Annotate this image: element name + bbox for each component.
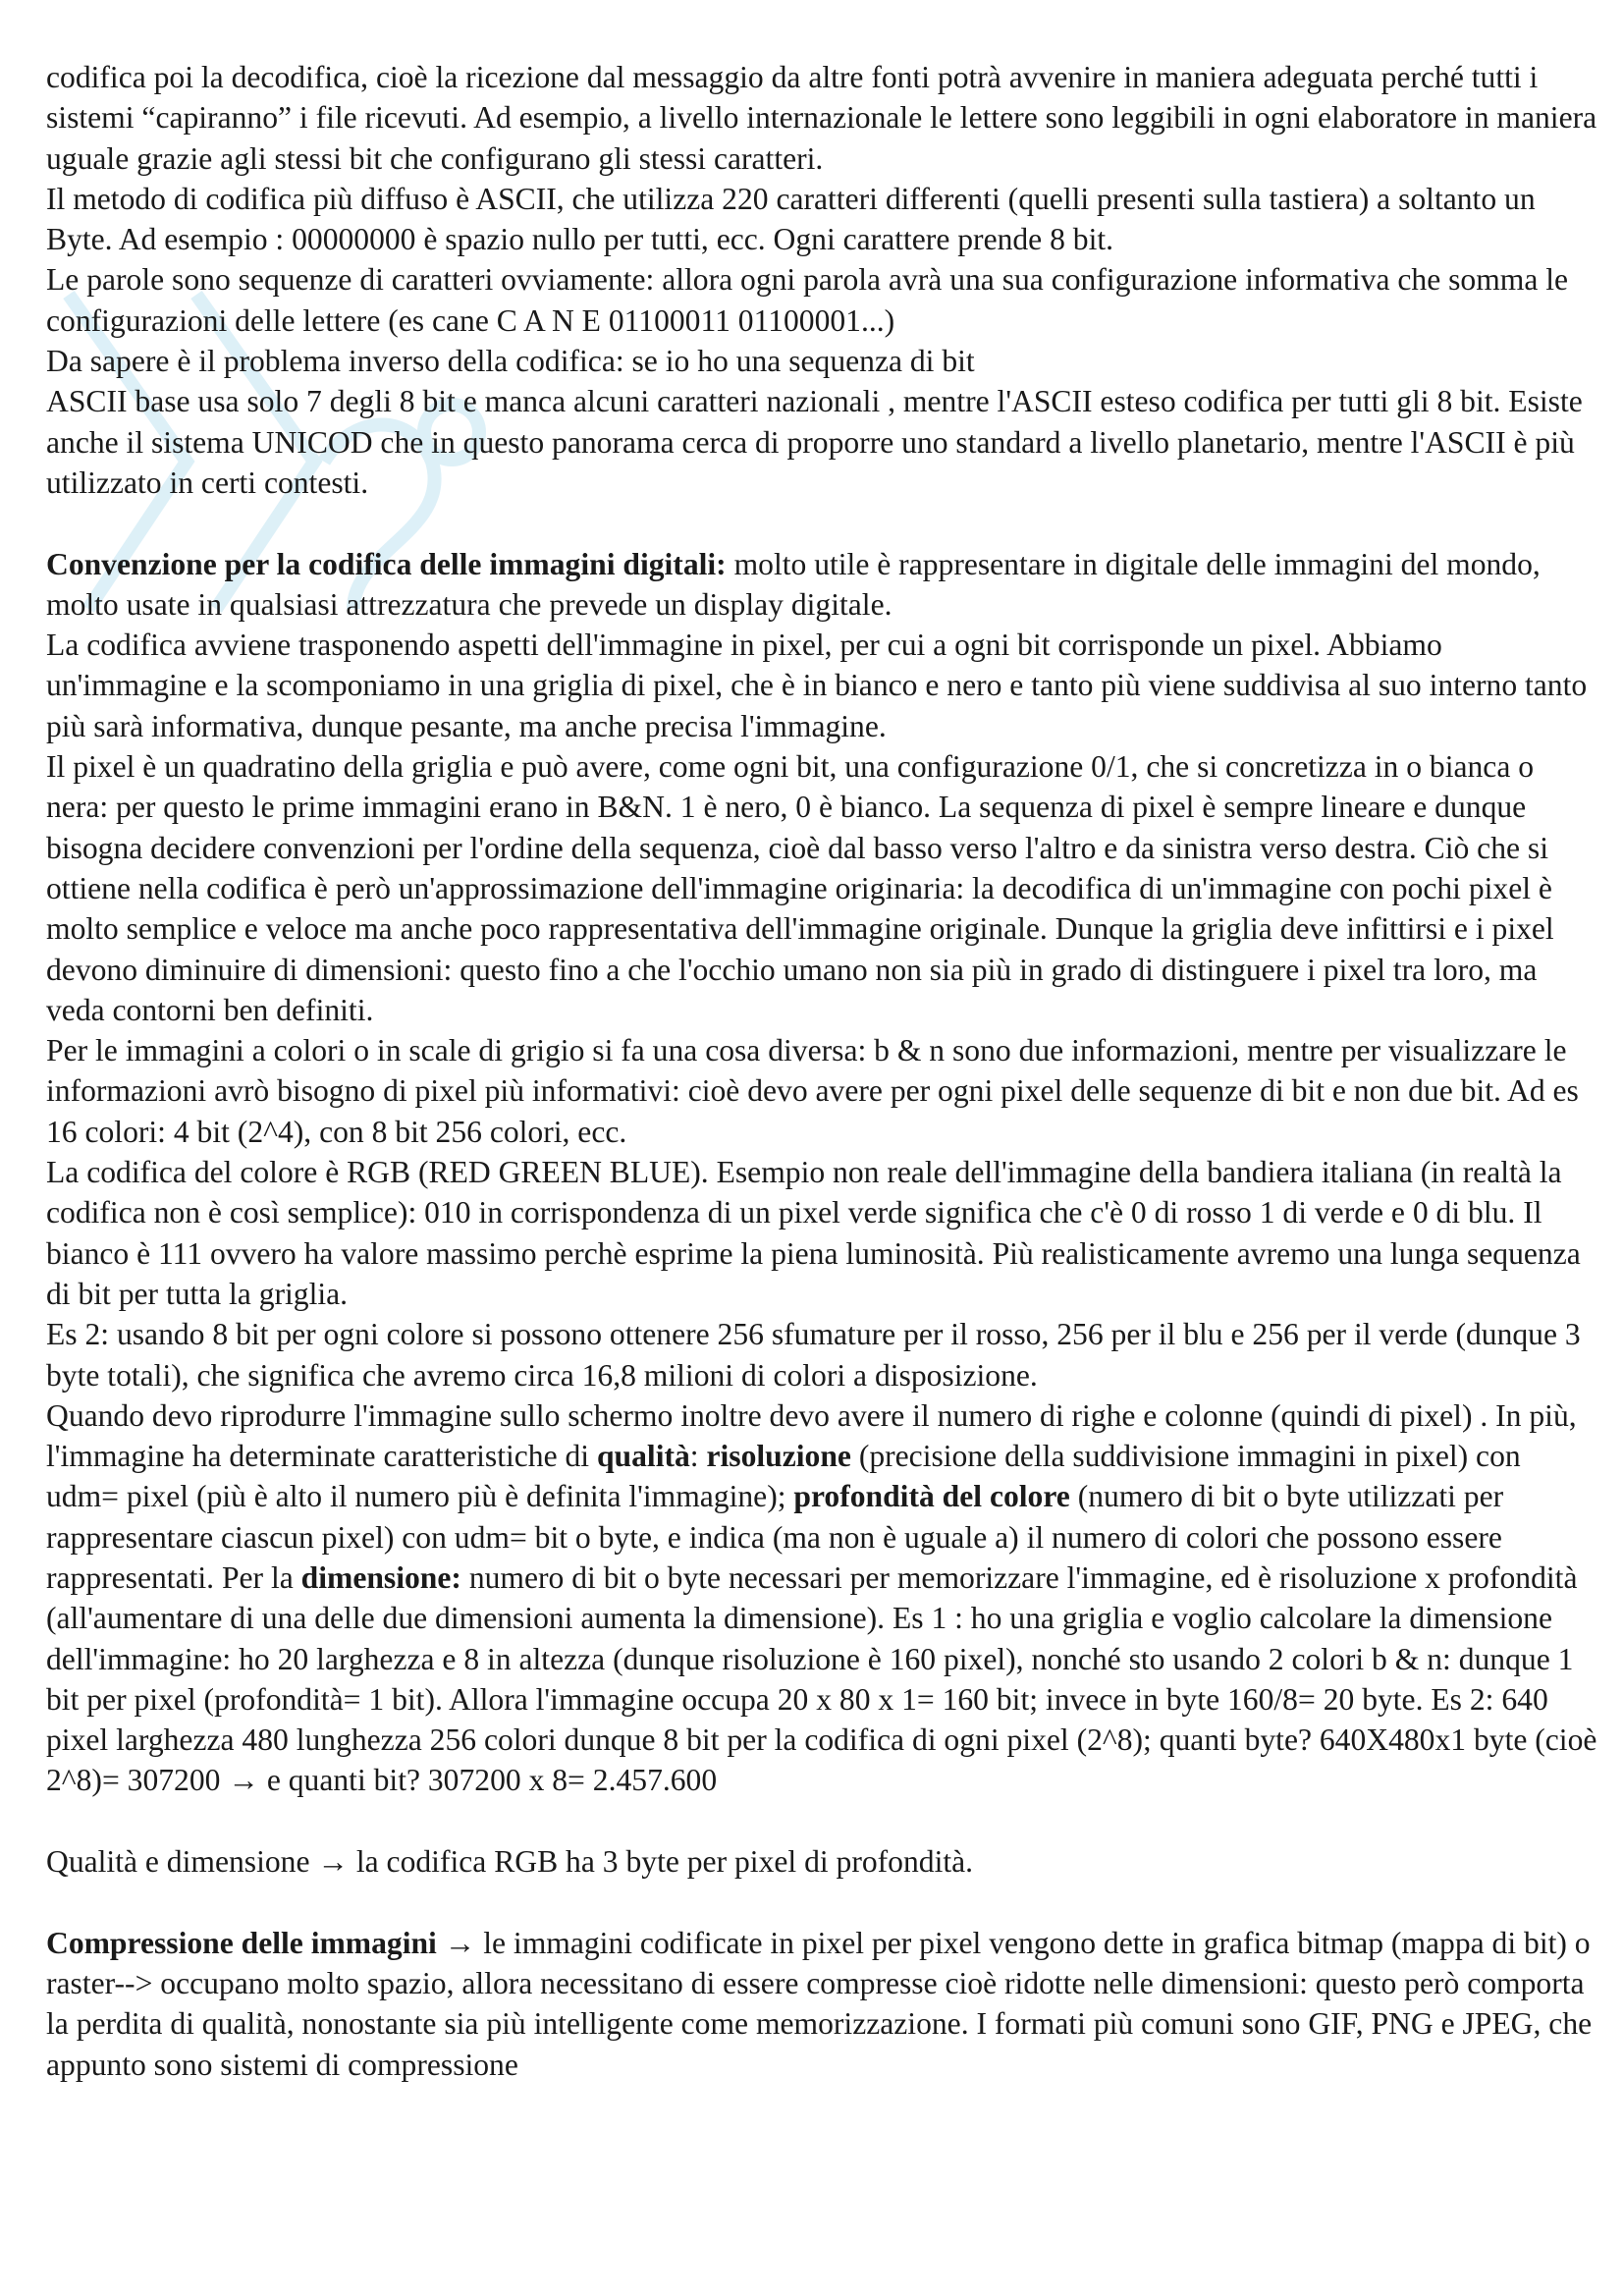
paragraph-compression bbox=[46, 1923, 1597, 2085]
paragraph-rgb-note: Qualità e dimensione → la codifica RGB ha 3 byte per pixel di profondità. bbox=[46, 1844, 974, 1880]
paragraph-inverse-problem: Da sapere è il problema inverso della codifica: se io ho una sequenza di bit bbox=[46, 344, 975, 379]
section-heading-compression: Compressione delle immagini bbox=[46, 1925, 437, 1960]
quality-text-5: numero di bit o byte necessari per memorizzare l'immagine, ed è risoluzione x profondità (all'aumentare di una delle due dimensioni aumenta la dimensione). Es 1 : ho una griglia e voglio calcolare la dimensione dell'immagine: ho 20 larghezza e 8 in altezza (dunque risoluzione è 160 pixel), nonché sto usando 2 colori b & n: dunque 1 bit per pixel (profondità= 1 bit). Allora l'immagine occupa 20 x 80 x 1= 160 bit; invece in byte 160/8= 20 byte. Es 2: 640 pixel larghezza 480 lunghezza 256 colori dunque 8 bit per la codifica di ogni pixel (2^8); quanti byte? 640X480x1 byte (cioè 2^8)= 307200 → e quanti bit? 307200 x 8= 2.457.600 bbox=[46, 1559, 1597, 1798]
compression-heading-tail: → le immagini codificate in pixel per pixel vengono dette in grafica bitmap (mappa di bit) o raster--> occupano molto spazio, allora necessitano di essere compresse cioè ridotte nelle dimensioni: questo però comporta la perdita di qualità, nonostante sia più intelligente come memorizzazione. I formati più comuni sono GIF, PNG e JPEG, che appunto sono sistemi di compressione bbox=[46, 1925, 1593, 2082]
paragraph-spacer bbox=[46, 1801, 1597, 1841]
paragraph-color-images: Per le immagini a colori o in scale di grigio si fa una cosa diversa: b & n sono due informazioni, mentre per visualizzare le informazioni avrò bisogno di pixel più informativi: cioè devo avere per ogni pixel delle sequenze di bit e non due bit. Ad es 16 colori: 4 bit (2^4), con 8 bit 256 colori, ecc. bbox=[46, 1033, 1579, 1149]
document-page bbox=[46, 57, 1597, 2085]
paragraph-encoding-intro: codifica poi la decodifica, cioè la ricezione dal messaggio da altre fonti potrà avvenire in maniera adeguata perché tutti i sistemi “capiranno” i file ricevuti. Ad esempio, a livello internazionale le lettere sono leggibili in ogni elaboratore in maniera uguale grazie agli stessi bit che configurano gli stessi caratteri. bbox=[46, 60, 1597, 176]
quality-text-2: : bbox=[689, 1439, 707, 1474]
images-heading-tail: molto utile è rappresentare in digitale delle immagini del mondo, molto usate in qualsiasi attrezzatura che prevede un display digitale. bbox=[46, 546, 1541, 622]
term-color-depth: profondità del colore bbox=[793, 1479, 1070, 1514]
quality-text-3: (precisione della suddivisione immagini in pixel) con udm= pixel (più è alto il numero più è definita l'immagine); bbox=[46, 1439, 1521, 1514]
quality-text-1: Quando devo riprodurre l'immagine sullo schermo inoltre devo avere il numero di righe e colonne (quindi di pixel) . In più, l'immagine ha determinate caratteristiche di bbox=[46, 1397, 1577, 1474]
paragraph-pixel-encoding: La codifica avviene trasponendo aspetti dell'immagine in pixel, per cui a ogni bit corrisponde un pixel. Abbiamo un'immagine e la scomponiamo in una griglia di pixel, che è in bianco e nero e tanto più viene suddivisa al suo interno tanto più sarà informativa, dunque pesante, ma anche precisa l'immagine. bbox=[46, 628, 1588, 743]
section-heading-digital-images: Convenzione per la codifica delle immagini digitali: bbox=[46, 546, 727, 581]
term-resolution: risoluzione bbox=[706, 1439, 851, 1474]
paragraph-rgb-example: Es 2: usando 8 bit per ogni colore si possono ottenere 256 sfumature per il rosso, 256 per il blu e 256 per il verde (dunque 3 byte totali), che significa che avremo circa 16,8 milioni di colori a disposizione. bbox=[46, 1317, 1581, 1393]
paragraph-ascii-method: Il metodo di codifica più diffuso è ASCII, che utilizza 220 caratteri differenti (quelli presenti sulla tastiera) a soltanto un Byte. Ad esempio : 00000000 è spazio nullo per tutti, ecc. Ogni carattere prende 8 bit. bbox=[46, 181, 1536, 257]
paragraph-spacer bbox=[46, 503, 1597, 543]
quality-text-4: (numero di bit o byte utilizzati per rappresentare ciascun pixel) con udm= bit o byte, e indica (ma non è uguale a) il numero di colori che possono essere rappresentati. Per la bbox=[46, 1479, 1504, 1595]
paragraph-quality-dimension bbox=[46, 1395, 1597, 1801]
term-dimension: dimensione: bbox=[300, 1559, 461, 1595]
paragraph-ascii-unicode: ASCII base usa solo 7 degli 8 bit e manca alcuni caratteri nazionali , mentre l'ASCII esteso codifica per tutti gli 8 bit. Esiste anche il sistema UNICOD che in questo panorama cerca di proporre uno standard a livello planetario, mentre l'ASCII è più utilizzato in certi contesti. bbox=[46, 384, 1583, 500]
term-quality: qualità bbox=[596, 1439, 690, 1474]
paragraph-words-sequences: Le parole sono sequenze di caratteri ovviamente: allora ogni parola avrà una sua configurazione informativa che somma le configurazioni delle lettere (es cane C A N E 01100011 01100001...) bbox=[46, 262, 1569, 338]
paragraph-images-heading bbox=[46, 544, 1597, 626]
paragraph-rgb-encoding: La codifica del colore è RGB (RED GREEN BLUE). Esempio non reale dell'immagine della bandiera italiana (in realtà la codifica non è così semplice): 010 in corrispondenza di un pixel verde significa che c'è 0 di rosso 1 di verde e 0 di blu. Il bianco è 111 ovvero ha valore massimo perchè esprime la piena luminosità. Più realisticamente avremo una lunga sequenza di bit per tutta la griglia. bbox=[46, 1155, 1581, 1311]
paragraph-spacer bbox=[46, 1882, 1597, 1922]
paragraph-pixel-grid: Il pixel è un quadratino della griglia e può avere, come ogni bit, una configurazione 0/1, che si concretizza in o bianca o nera: per questo le prime immagini erano in B&N. 1 è nero, 0 è bianco. La sequenza di pixel è sempre lineare e dunque bisogna decidere convenzioni per l'ordine della sequenza, cioè dal basso verso l'altro e da sinistra verso destra. Ciò che si ottiene nella codifica è però un'approssimazione dell'immagine originaria: la decodifica di un'immagine con pochi pixel è molto semplice e veloce ma anche poco rappresentativa dell'immagine originale. Dunque la griglia deve infittirsi e i pixel devono diminuire di dimensioni: questo fino a che l'occhio umano non sia più in grado di distinguere i pixel tra loro, ma veda contorni ben definiti. bbox=[46, 749, 1554, 1027]
